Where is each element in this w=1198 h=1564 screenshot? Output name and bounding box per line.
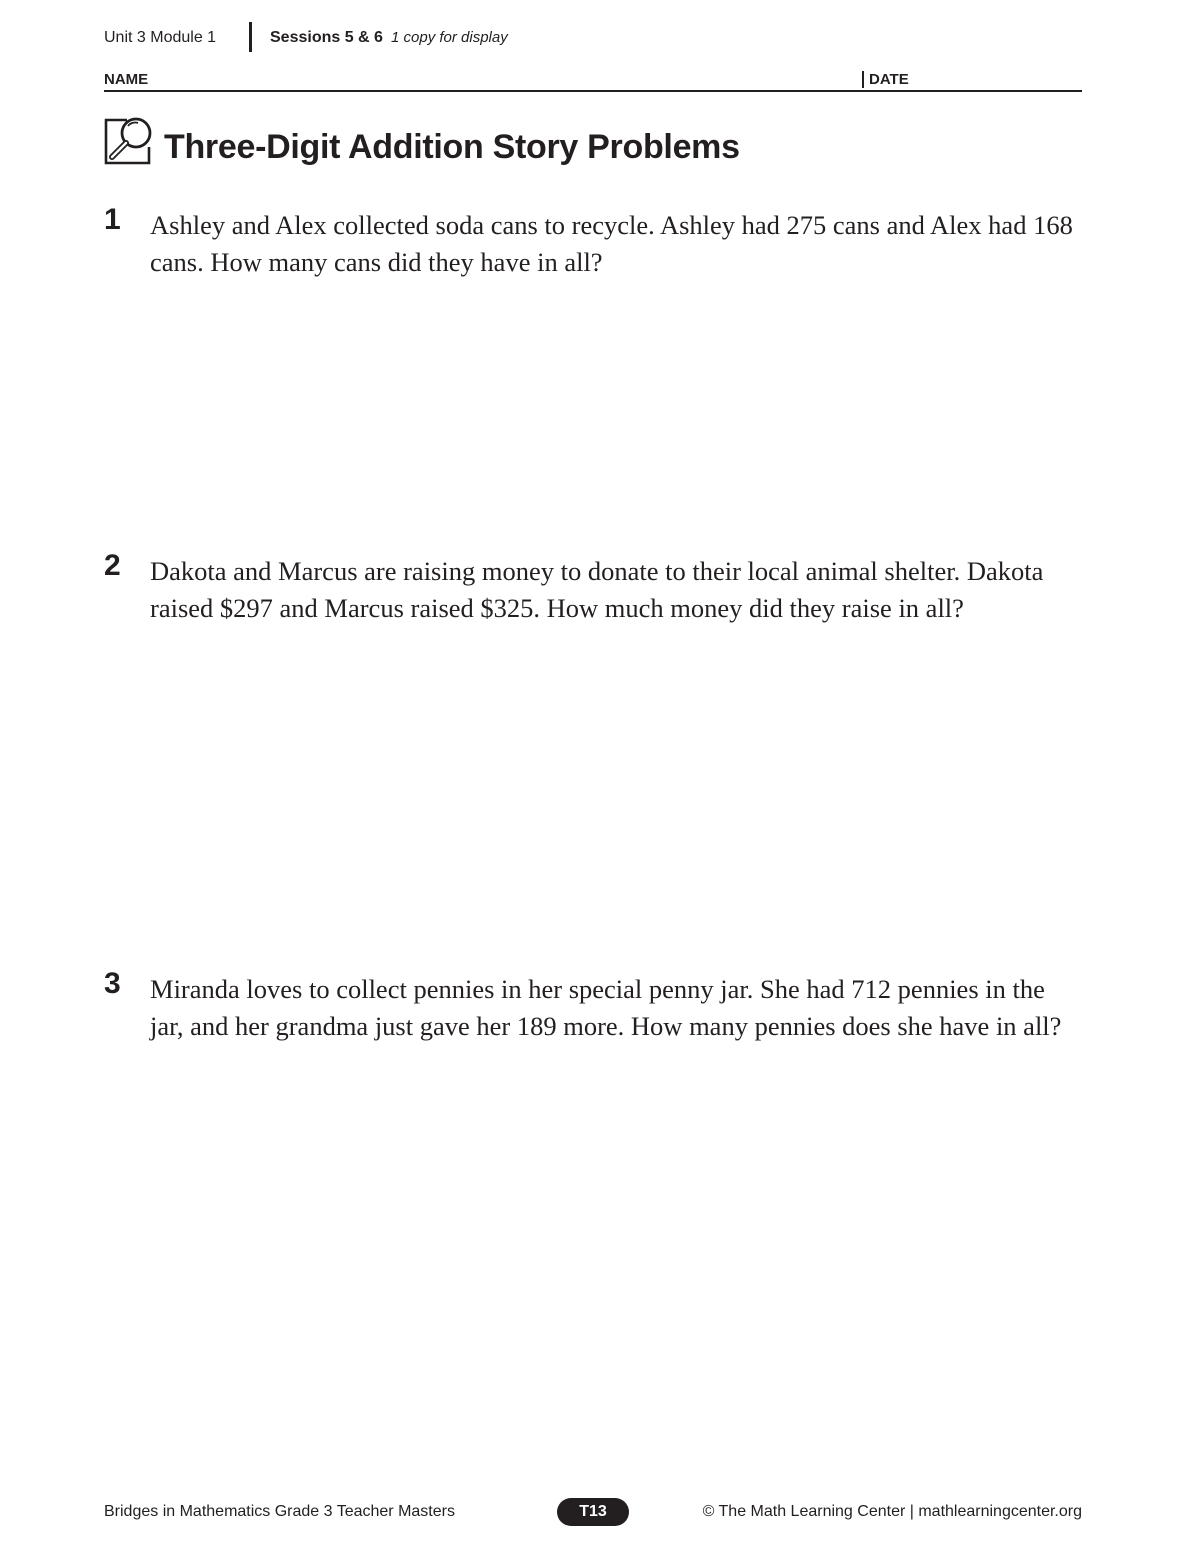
page-number-badge: T13 (557, 1498, 629, 1526)
header-separator (249, 22, 252, 52)
problem-number: 2 (104, 549, 121, 582)
unit-module-label: Unit 3 Module 1 (104, 29, 217, 46)
problem-number: 1 (104, 203, 121, 236)
copy-note: 1 copy for display (391, 29, 508, 46)
page-footer (104, 1501, 1084, 1525)
problem-text: Ashley and Alex collected soda cans to recycle. Ashley had 275 cans and Alex had 168 cans. How many cans did they have in all? (150, 210, 1073, 277)
page-title: Three-Digit Addition Story Problems (164, 128, 740, 166)
magnifying-glass-icon (103, 115, 155, 167)
sessions-label: Sessions 5 & 6 (270, 29, 383, 46)
footer-copyright: © The Math Learning Center | mathlearningcenter.org (702, 1503, 1082, 1520)
name-date-row (104, 68, 1082, 92)
date-label: DATE (862, 71, 909, 88)
problem-text: Dakota and Marcus are raising money to donate to their local animal shelter. Dakota raised $297 and Marcus raised $325. How much money did they raise in all? (150, 556, 1044, 623)
name-label: NAME (104, 71, 149, 88)
problem-text: Miranda loves to collect pennies in her special penny jar. She had 712 pennies in the jar, and her grandma just gave her 189 more. How many pennies does she have in all? (150, 974, 1062, 1041)
footer-publication: Bridges in Mathematics Grade 3 Teacher Masters (104, 1503, 455, 1520)
problem-number: 3 (104, 967, 121, 1000)
